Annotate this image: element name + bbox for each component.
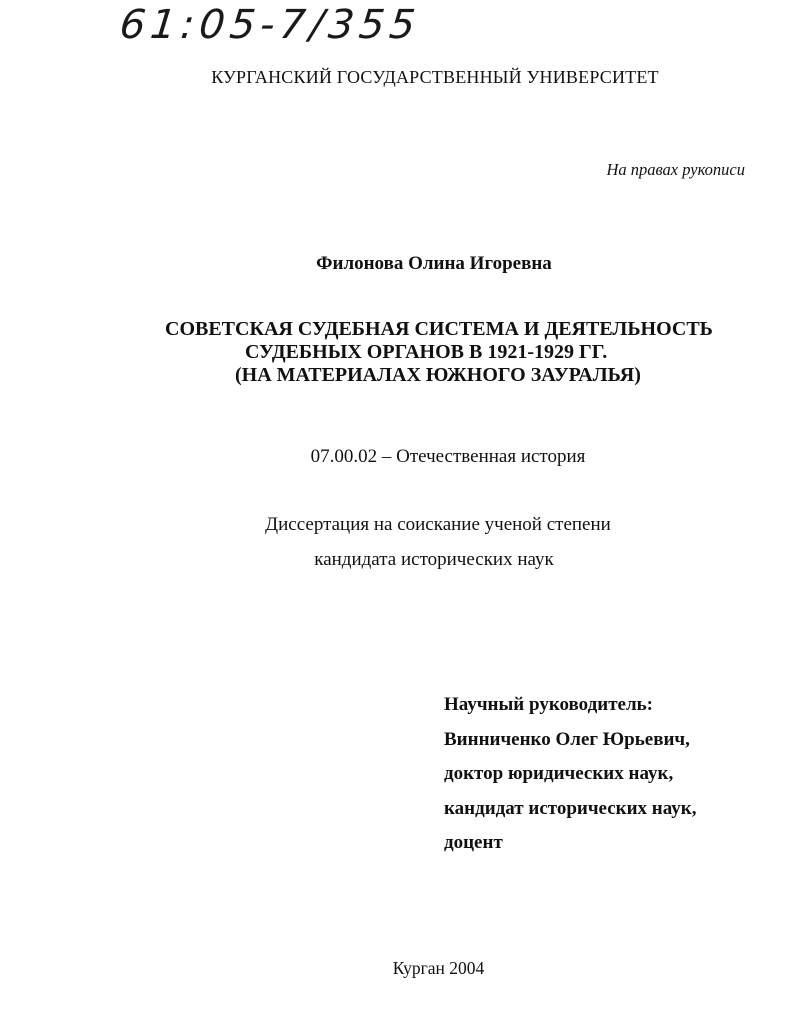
- dissertation-degree-line-2: кандидата исторических наук: [314, 549, 554, 570]
- supervisor-heading: Научный руководитель:: [444, 694, 653, 715]
- supervisor-degree-2: кандидат исторических наук,: [444, 797, 697, 819]
- specialty-code: 07.00.02 – Отечественная история: [310, 446, 586, 467]
- thesis-title-line-2: СУДЕБНЫХ ОРГАНОВ В 1921-1929 ГГ.: [245, 341, 608, 363]
- supervisor-title: доцент: [444, 832, 503, 853]
- author-name: Филонова Олина Игоревна: [316, 253, 552, 274]
- city-year: Курган 2004: [392, 958, 485, 978]
- thesis-title-line-3: (НА МАТЕРИАЛАХ ЮЖНОГО ЗАУРАЛЬЯ): [235, 364, 641, 386]
- archive-code-handwritten: 61:05-7/355: [117, 2, 423, 48]
- dissertation-degree-line-1: Диссертация на соискание ученой степени: [265, 514, 611, 535]
- supervisor-name: Винниченко Олег Юрьевич,: [444, 728, 690, 750]
- supervisor-degree-1: доктор юридических наук,: [444, 763, 674, 784]
- manuscript-rights-note: На правах рукописи: [606, 160, 745, 179]
- supervisor-block: [444, 688, 696, 861]
- university-name: КУРГАНСКИЙ ГОСУДАРСТВЕННЫЙ УНИВЕРСИТЕТ: [211, 67, 659, 87]
- thesis-title-line-1: СОВЕТСКАЯ СУДЕБНАЯ СИСТЕМА И ДЕЯТЕЛЬНОСТЬ: [165, 318, 713, 340]
